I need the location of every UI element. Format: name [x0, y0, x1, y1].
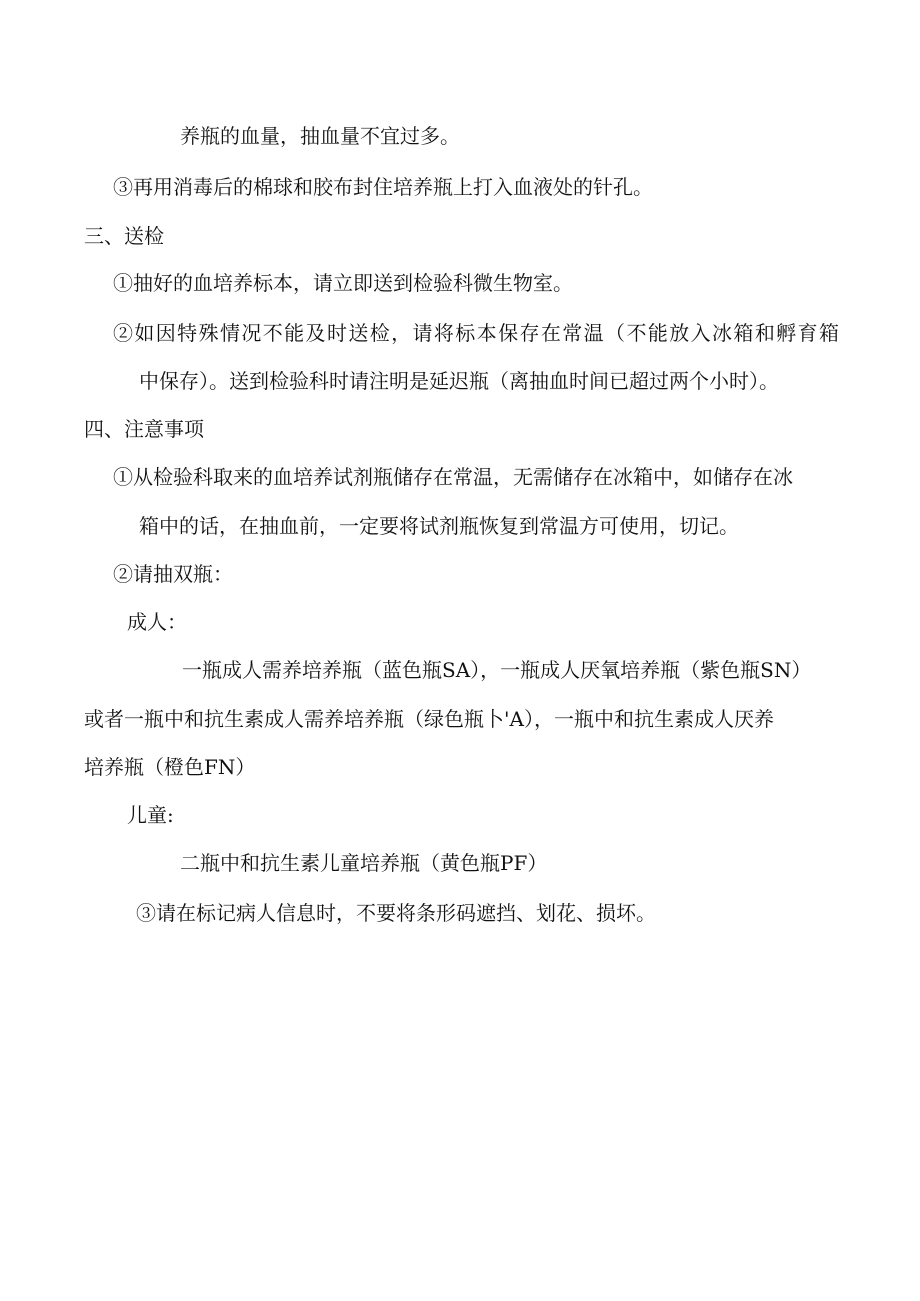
- paragraph-line: 培养瓶（橙色FN）: [84, 755, 256, 779]
- subheading-child: 儿童:: [127, 803, 174, 827]
- list-item-3: ③请在标记病人信息时，不要将条形码遮挡、划花、损坏。: [136, 901, 656, 925]
- list-item-1: ①抽好的血培养标本，请立即送到检验科微生物室。: [113, 271, 573, 295]
- list-item-1-continued: 箱中的话，在抽血前，一定要将试剂瓶恢复到常温方可使用，切记。: [139, 514, 739, 538]
- paragraph-line: 二瓶中和抗生素儿童培养瓶（黄色瓶PF）: [180, 851, 548, 875]
- list-item-3: ③再用消毒后的棉球和胶布封住培养瓶上打入血液处的针孔。: [113, 175, 653, 199]
- list-item-2: ②请抽双瓶：: [113, 562, 233, 586]
- section-heading-4: 四、注意事项: [84, 417, 204, 441]
- list-item-1: ①从检验科取来的血培养试剂瓶储存在常温，无需储存在冰箱中，如储存在冰: [113, 465, 793, 489]
- section-heading-3: 三、送检: [84, 224, 164, 248]
- list-item-2: ②如因特殊情况不能及时送检，请将标本保存在常温（不能放入冰箱和孵育箱: [113, 321, 839, 345]
- paragraph-line: 养瓶的血量，抽血量不宜过多。: [180, 124, 460, 148]
- paragraph-line: 或者一瓶中和抗生素成人需养培养瓶（绿色瓶卜'A），一瓶中和抗生素成人厌养: [84, 707, 774, 731]
- paragraph-line: 一瓶成人需养培养瓶（蓝色瓶SA），一瓶成人厌氧培养瓶（紫色瓶SN）: [182, 658, 812, 682]
- subheading-adult: 成人：: [127, 610, 187, 634]
- list-item-2-continued: 中保存）。送到检验科时请注明是延迟瓶（离抽血时间已超过两个小时）。: [139, 369, 779, 393]
